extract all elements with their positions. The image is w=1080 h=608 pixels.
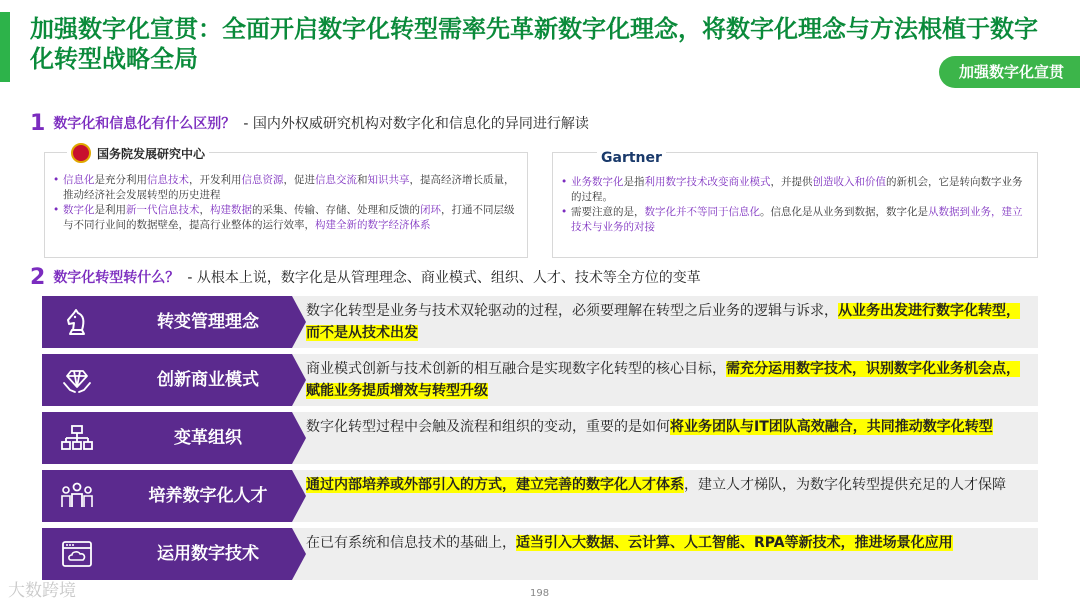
row-label-text: 转变管理理念 bbox=[157, 312, 259, 332]
row-description: 通过内部培养或外部引入的方式，建立完善的数字化人才体系，建立人才梯队，为数字化转型提供充足的人才保障 bbox=[306, 477, 1006, 493]
chess-knight-icon bbox=[60, 305, 94, 339]
row-business-model bbox=[42, 354, 1038, 406]
section1-heading bbox=[30, 112, 589, 136]
row-label-text: 创新商业模式 bbox=[157, 370, 259, 390]
gartner-logo: Gartner bbox=[597, 150, 666, 166]
row-label-text: 变革组织 bbox=[174, 428, 242, 448]
title-accent-bar bbox=[0, 12, 10, 82]
row-label-block bbox=[42, 296, 292, 348]
section2-heading bbox=[30, 266, 701, 290]
org-chart-icon bbox=[60, 421, 94, 455]
gartner-definition-card bbox=[552, 152, 1038, 258]
row-description: 数字化转型过程中会触及流程和组织的变动，重要的是如何将业务团队与IT团队高效融合，共同推动数字化转型 bbox=[306, 419, 993, 435]
drc-org-name: 国务院发展研究中心 bbox=[97, 147, 206, 161]
section2-subtitle: - 从根本上说，数字化是从管理理念、商业模式、组织、人才、技术等全方位的变革 bbox=[187, 270, 701, 286]
row-description: 商业模式创新与技术创新的相互融合是实现数字化转型的核心目标，需充分运用数字技术，识别数字化业务机会点，赋能业务提质增效与转型升级 bbox=[306, 361, 1020, 399]
row-management-concept bbox=[42, 296, 1038, 348]
national-emblem-icon bbox=[71, 143, 91, 163]
section1-number: 1 bbox=[30, 111, 46, 136]
informatization-definition: • 信息化是充分利用信息技术，开发利用信息资源，促进信息交流和知识共享，提高经济增长质量，推动经济社会发展转型的历史进程 bbox=[53, 173, 519, 203]
watermark: 大数跨境 bbox=[8, 581, 76, 601]
digitalization-vs-informatization-note: • 需要注意的是，数字化并不等同于信息化。信息化是从业务到数据，数字化是从数据到业务，建立技术与业务的对接 bbox=[561, 205, 1029, 235]
page-title: 加强数字化宣贯：全面开启数字化转型需率先革新数字化理念，将数字化理念与方法根植于数字化转型战略全局 bbox=[30, 15, 1038, 73]
row-organization bbox=[42, 412, 1038, 464]
business-digitalization-definition: • 业务数字化是指利用数字技术改变商业模式，并提供创造收入和价值的新机会，它是转向数字业务的过程。 bbox=[561, 175, 1029, 205]
row-label-text: 培养数字化人才 bbox=[148, 486, 268, 506]
drc-logo bbox=[67, 143, 209, 163]
section1-question: 数字化和信息化有什么区别？ bbox=[53, 116, 236, 132]
row-label-block bbox=[42, 412, 292, 464]
people-icon bbox=[60, 479, 94, 513]
digitalization-definition: • 数字化是利用新一代信息技术，构建数据的采集、传输、存储、处理和反馈的闭环，打通不同层级与不同行业间的数据壁垒，提高行业整体的运行效率，构建全新的数字经济体系 bbox=[53, 203, 519, 233]
row-label-block bbox=[42, 528, 292, 580]
row-talent bbox=[42, 470, 1038, 522]
section2-question: 数字化转型转什么？ bbox=[53, 270, 180, 286]
row-description: 数字化转型是业务与技术双轮驱动的过程，必须要理解在转型之后业务的逻辑与诉求，从业务出发进行数字化转型，而不是从技术出发 bbox=[306, 303, 1020, 341]
section2-number: 2 bbox=[30, 265, 46, 290]
row-digital-technology bbox=[42, 528, 1038, 580]
section-tag: 加强数字化宣贯 bbox=[939, 56, 1080, 88]
row-label-block bbox=[42, 470, 292, 522]
cloud-browser-icon bbox=[60, 537, 94, 571]
section1-subtitle: - 国内外权威研究机构对数字化和信息化的异同进行解读 bbox=[243, 116, 589, 132]
drc-definition-card bbox=[44, 147, 528, 258]
diamond-hands-icon bbox=[60, 363, 94, 397]
page-number: 198 bbox=[530, 588, 550, 599]
row-description: 在已有系统和信息技术的基础上，适当引入大数据、云计算、人工智能、RPA等新技术，推进场景化应用 bbox=[306, 535, 953, 551]
row-label-text: 运用数字技术 bbox=[157, 544, 259, 564]
row-label-block bbox=[42, 354, 292, 406]
